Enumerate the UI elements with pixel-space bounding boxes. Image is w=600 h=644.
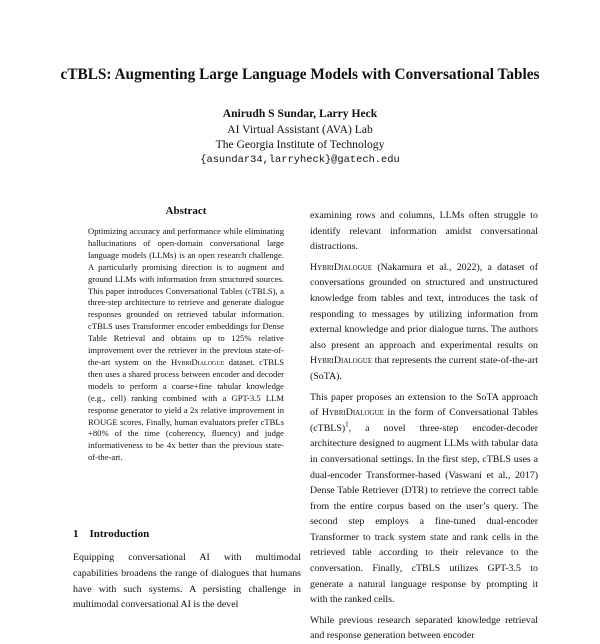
abstract-body <box>88 226 284 464</box>
abstract-text-a: Optimizing accuracy and performance while eliminating hallucinations of open-domain conversational large language models (LLMs) is an open research challenge. A particularly promising direction is to augment and ground LLMs with information from structured sources. This paper introduces Conversational Tables (cTBLS), a three-step architecture to retrieve and generate dialogue responses grounded on retrieved tabular information. cTBLS uses Transformer encoder embeddings for Dense Table Retrieval and obtains up to 125% relative improvement over the retriever in the previous state-of-the-art system on the <box>88 226 284 367</box>
paper-title: cTBLS: Augmenting Large Language Models with Conversational Tables <box>60 66 540 83</box>
right-column <box>310 208 538 644</box>
affiliation-lab: AI Virtual Assistant (AVA) Lab <box>227 122 373 136</box>
affiliation-institution: The Georgia Institute of Technology <box>215 138 385 151</box>
section-title: Introduction <box>89 528 150 540</box>
col2-paragraph-4: While previous research separated knowledge retrieval and response generation between encoder <box>310 614 538 642</box>
introduction-body <box>73 550 301 613</box>
dataset-name: HybriDialogue <box>310 261 373 273</box>
col2-paragraph-3 <box>310 390 538 608</box>
abstract-paragraph <box>88 226 284 464</box>
dataset-name: HybriDialogue <box>170 356 225 367</box>
col2-text: in the form of Conversational Tables (cTBLS) <box>310 407 538 434</box>
intro-paragraph: Equipping conversational AI with multimodal capabilities broadens the range of dialogues that humans have with such systems. A persisting challenge in multimodal conversational AI is the devel <box>73 552 301 611</box>
section-number: 1 <box>73 528 79 540</box>
dataset-name: HybriDialogue <box>321 407 384 419</box>
col2-paragraph-2 <box>310 260 538 385</box>
abstract-heading: Abstract <box>165 205 207 217</box>
abstract-text-b: dataset. cTBLS then uses a shared process between encoder and decoder models to perform a coarse+fine tabular knowledge (e.g., cell) ranking combined with a GPT-3.5 LLM response generator to yield a 2x relative improvement in ROUGE scores. Finally, human evaluators prefer cTBLs +80% of the time (coherency, fluency) and judge informativeness to be 4x better than the previous state-of-the-art. <box>88 356 284 463</box>
col2-text: that represents the current state-of-the-art (SoTA). <box>310 355 538 382</box>
col2-text: , a novel three-step encoder-decoder architecture designed to augment LLMs with tabular data in conversational settings. In the first step, cTBLS uses a dual-encoder Transformer-based (Vaswani et al., 2017) Dense Table Retriever (DTR) to retrieve the correct table from the entire corpus based on the user’s query. The second step employs a fine-tuned dual-encoder Transformer to track system state and rank cells in the retrieved table according to their relevance to the conversation. Finally, cTBLS utilizes GPT-3.5 to generate a natural language response by prompting it with the ranked cells. <box>310 422 538 606</box>
col2-text: This paper proposes an extension to the SoTA approach of <box>310 391 538 419</box>
col2-paragraph-1: examining rows and columns, LLMs often struggle to identify relevant information amidst conversational distractions. <box>310 210 538 253</box>
author-email: {asundar34,larryheck}@gatech.edu <box>200 153 400 166</box>
author-block <box>0 106 600 168</box>
dataset-name: HybriDialogue <box>310 355 373 367</box>
footnote-marker[interactable]: 1 <box>345 420 349 429</box>
author-names: Anirudh S Sundar, Larry Heck <box>222 107 378 120</box>
col2-text: (Nakamura et al., 2022), a dataset of conversations grounded on structured and unstructured knowledge from tables and text, introduces the task of responding to messages by utilizing information from external knowledge and prior dialogue turns. The authors also present an approach and experimental results on <box>310 261 538 351</box>
section-heading-introduction <box>73 528 303 540</box>
